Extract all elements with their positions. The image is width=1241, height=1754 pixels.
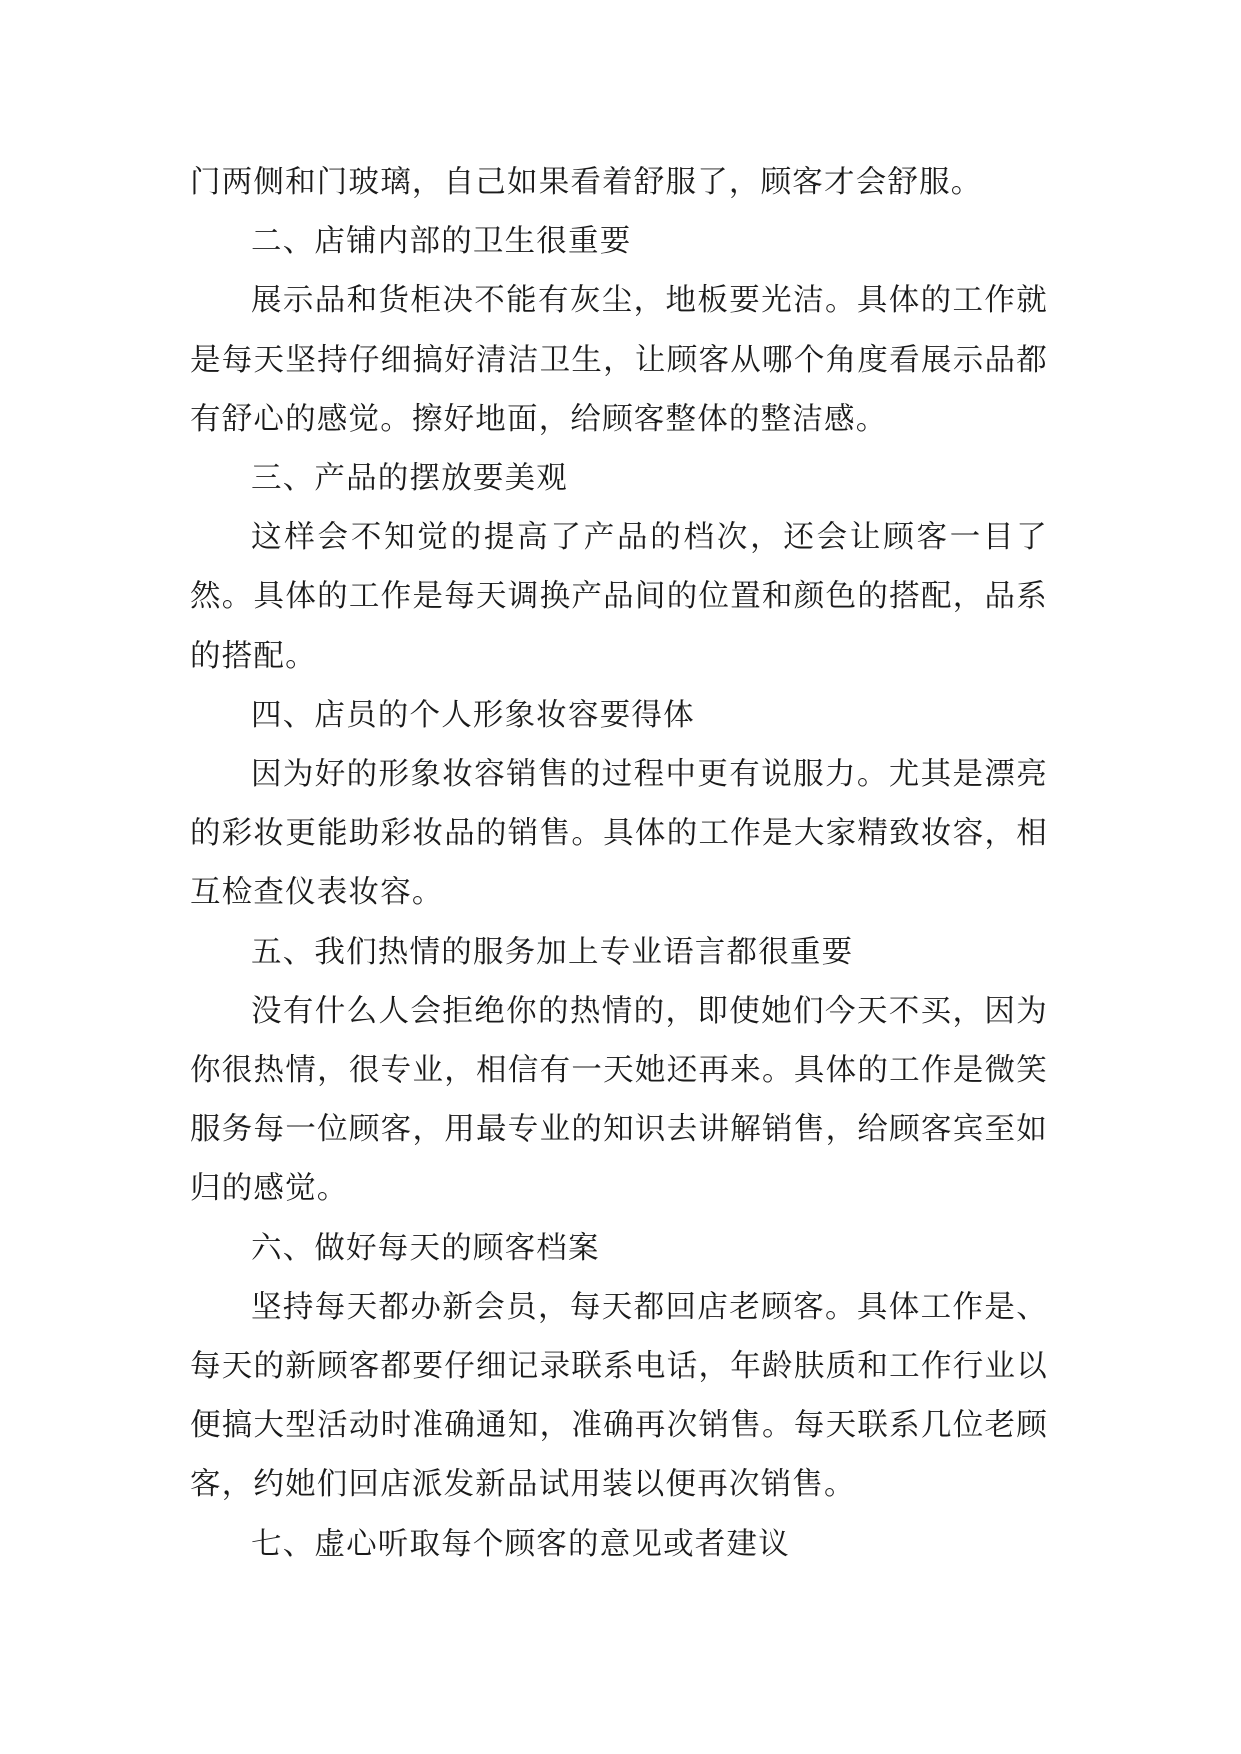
section-heading-4: 四、店员的个人形象妆容要得体 bbox=[251, 697, 695, 733]
section-heading-7: 七、虚心听取每个顾客的意见或者建议 bbox=[251, 1526, 790, 1562]
section-heading-3: 三、产品的摆放要美观 bbox=[251, 461, 568, 497]
paragraph-customer-records: 坚持每天都办新会员，每天都回店老顾客。具体工作是、每天的新顾客都要仔细记录联系电话，年龄肤质和工作行业以便搞大型活动时准确通知，准确再次销售。每天联系几位老顾客，约她们回店派发新品试用装以便再次销售。 bbox=[190, 1289, 1048, 1503]
paragraph-staff-image: 因为好的形象妆容销售的过程中更有说服力。尤其是漂亮的彩妆更能助彩妆品的销售。具体的工作是大家精致妆容，相互检查仪表妆容。 bbox=[190, 757, 1048, 911]
section-heading-6: 六、做好每天的顾客档案 bbox=[251, 1230, 600, 1266]
section-heading-2: 二、店铺内部的卫生很重要 bbox=[251, 224, 632, 260]
paragraph-continued: 门两侧和门玻璃，自己如果看着舒服了，顾客才会舒服。 bbox=[190, 165, 983, 200]
paragraph-service: 没有什么人会拒绝你的热情的，即使她们今天不买，因为你很热情，很专业，相信有一天她还再来。具体的工作是微笑服务每一位顾客，用最专业的知识去讲解销售，给顾客宾至如归的感觉。 bbox=[190, 993, 1048, 1207]
paragraph-product-display: 这样会不知觉的提高了产品的档次，还会让顾客一目了然。具体的工作是每天调换产品间的位置和颜色的搭配，品系的搭配。 bbox=[190, 520, 1048, 674]
paragraph-store-hygiene: 展示品和货柜决不能有灰尘，地板要光洁。具体的工作就是每天坚持仔细搞好清洁卫生，让顾客从哪个角度看展示品都有舒心的感觉。擦好地面，给顾客整体的整洁感。 bbox=[190, 283, 1048, 437]
document-body bbox=[190, 153, 1048, 1574]
section-heading-5: 五、我们热情的服务加上专业语言都很重要 bbox=[251, 934, 854, 970]
